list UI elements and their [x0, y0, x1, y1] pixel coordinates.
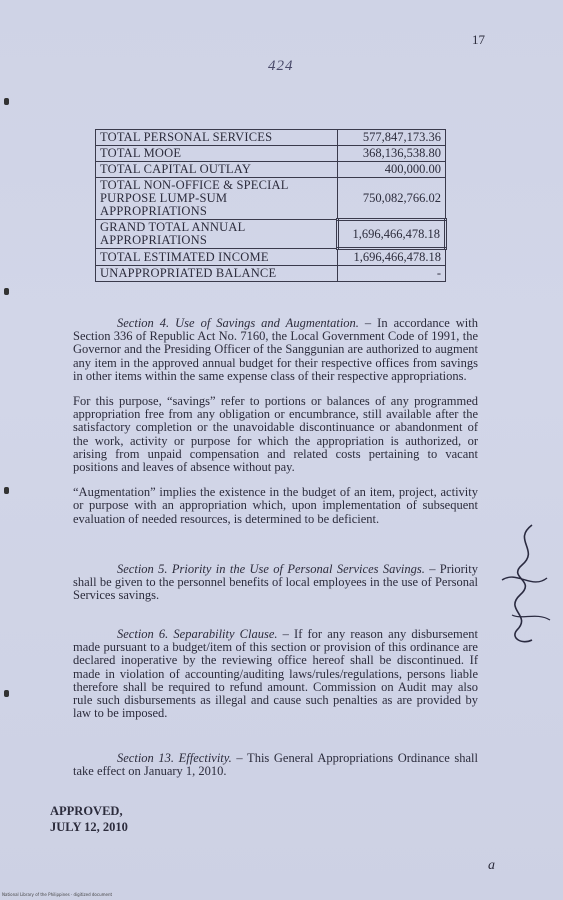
section-5-heading: Section 5. Priority in the Use of Personal Services Savings. — [117, 562, 425, 576]
punch-hole-mark — [4, 288, 9, 295]
section-4 — [73, 317, 478, 526]
budget-row-label: TOTAL PERSONAL SERVICES — [96, 130, 338, 146]
section-6-heading: Section 6. Separability Clause. — [117, 627, 278, 641]
section-5: Section 5. Priority in the Use of Personal Services Savings. – Priority shall be given to the personnel benefits of local employees in the use of Personal Services savings. — [73, 562, 478, 603]
budget-row — [96, 178, 446, 220]
approval-date: JULY 12, 2010 — [50, 820, 128, 834]
section-13-heading: Section 13. Effectivity. — [117, 751, 232, 765]
handwritten-signature — [492, 520, 556, 650]
page-number: 17 — [472, 32, 485, 47]
budget-row-amount: 750,082,766.02 — [338, 178, 446, 220]
budget-row-label: TOTAL NON-OFFICE & SPECIAL PURPOSE LUMP-SUM APPROPRIATIONS — [96, 178, 338, 220]
budget-row-amount: 577,847,173.36 — [338, 130, 446, 146]
section-4-paragraph-3: “Augmentation” implies the existence in the budget of an item, project, activity or purpose with an appropriation which, upon implementation of subsequent evaluation of needed resources, is determined to be deficient. — [73, 485, 478, 526]
budget-row-amount: - — [338, 266, 446, 282]
section-6: Section 6. Separability Clause. – If for any reason any disbursement made pursuant to a budget/item of this section or provision of this ordinance are declared inoperative by the reviewing office hereof shall be discontinued. If made in violation of accounting/auditing laws/rules/regulations, persons liable therefore shall be required to refund amount. Commission on Audit may also rule such disbursements as illegal and cause such penalties as are provided by law to be imposed. — [73, 627, 478, 721]
approval-block — [50, 803, 128, 835]
budget-row-amount: 368,136,538.80 — [338, 146, 446, 162]
section-13: Section 13. Effectivity. – This General Appropriations Ordinance shall take effect on January 1, 2010. — [73, 751, 478, 779]
handwritten-page-number: 424 — [268, 58, 294, 74]
budget-row-label: TOTAL MOOE — [96, 146, 338, 162]
budget-row — [96, 146, 446, 162]
budget-row-label: TOTAL ESTIMATED INCOME — [96, 249, 338, 266]
approved-label: APPROVED, — [50, 804, 123, 818]
budget-row-label: TOTAL CAPITAL OUTLAY — [96, 162, 338, 178]
budget-row-amount: 1,696,466,478.18 — [338, 220, 446, 249]
budget-row — [96, 220, 446, 249]
handwritten-initial: a — [488, 858, 495, 873]
scan-footer: National Library of the Philippines · digitized document — [2, 892, 113, 897]
budget-row — [96, 162, 446, 178]
section-4-heading: Section 4. Use of Savings and Augmentation. — [117, 316, 359, 330]
budget-row-amount: 1,696,466,478.18 — [338, 249, 446, 266]
punch-hole-mark — [4, 98, 9, 105]
budget-row — [96, 249, 446, 266]
budget-row-label: GRAND TOTAL ANNUAL APPROPRIATIONS — [96, 220, 338, 249]
punch-hole-mark — [4, 487, 9, 494]
section-4-paragraph-1: Section 4. Use of Savings and Augmentation. – In accordance with Section 336 of Republic Act No. 7160, the Local Government Code of 1991, the Governor and the Presiding Officer of the Sanggunian are authorized to augment any item in the approved annual budget for their respective offices from savings in other items within the same expense class of their respective appropriations. — [73, 316, 478, 383]
section-4-paragraph-2: For this purpose, “savings” refer to portions or balances of any programmed appropriation free from any obligation or encumbrance, still available after the satisfactory completion or the unavoidable discontinuance or abandonment of the work, activity or purpose for which the appropriation is authorized, or arising from unpaid compensation and related costs pertaining to vacant positions and leaves of absence without pay. — [73, 394, 478, 475]
budget-row — [96, 130, 446, 146]
budget-row-amount: 400,000.00 — [338, 162, 446, 178]
budget-summary-table — [95, 129, 447, 282]
punch-hole-mark — [4, 690, 9, 697]
budget-row — [96, 266, 446, 282]
budget-row-label: UNAPPROPRIATED BALANCE — [96, 266, 338, 282]
